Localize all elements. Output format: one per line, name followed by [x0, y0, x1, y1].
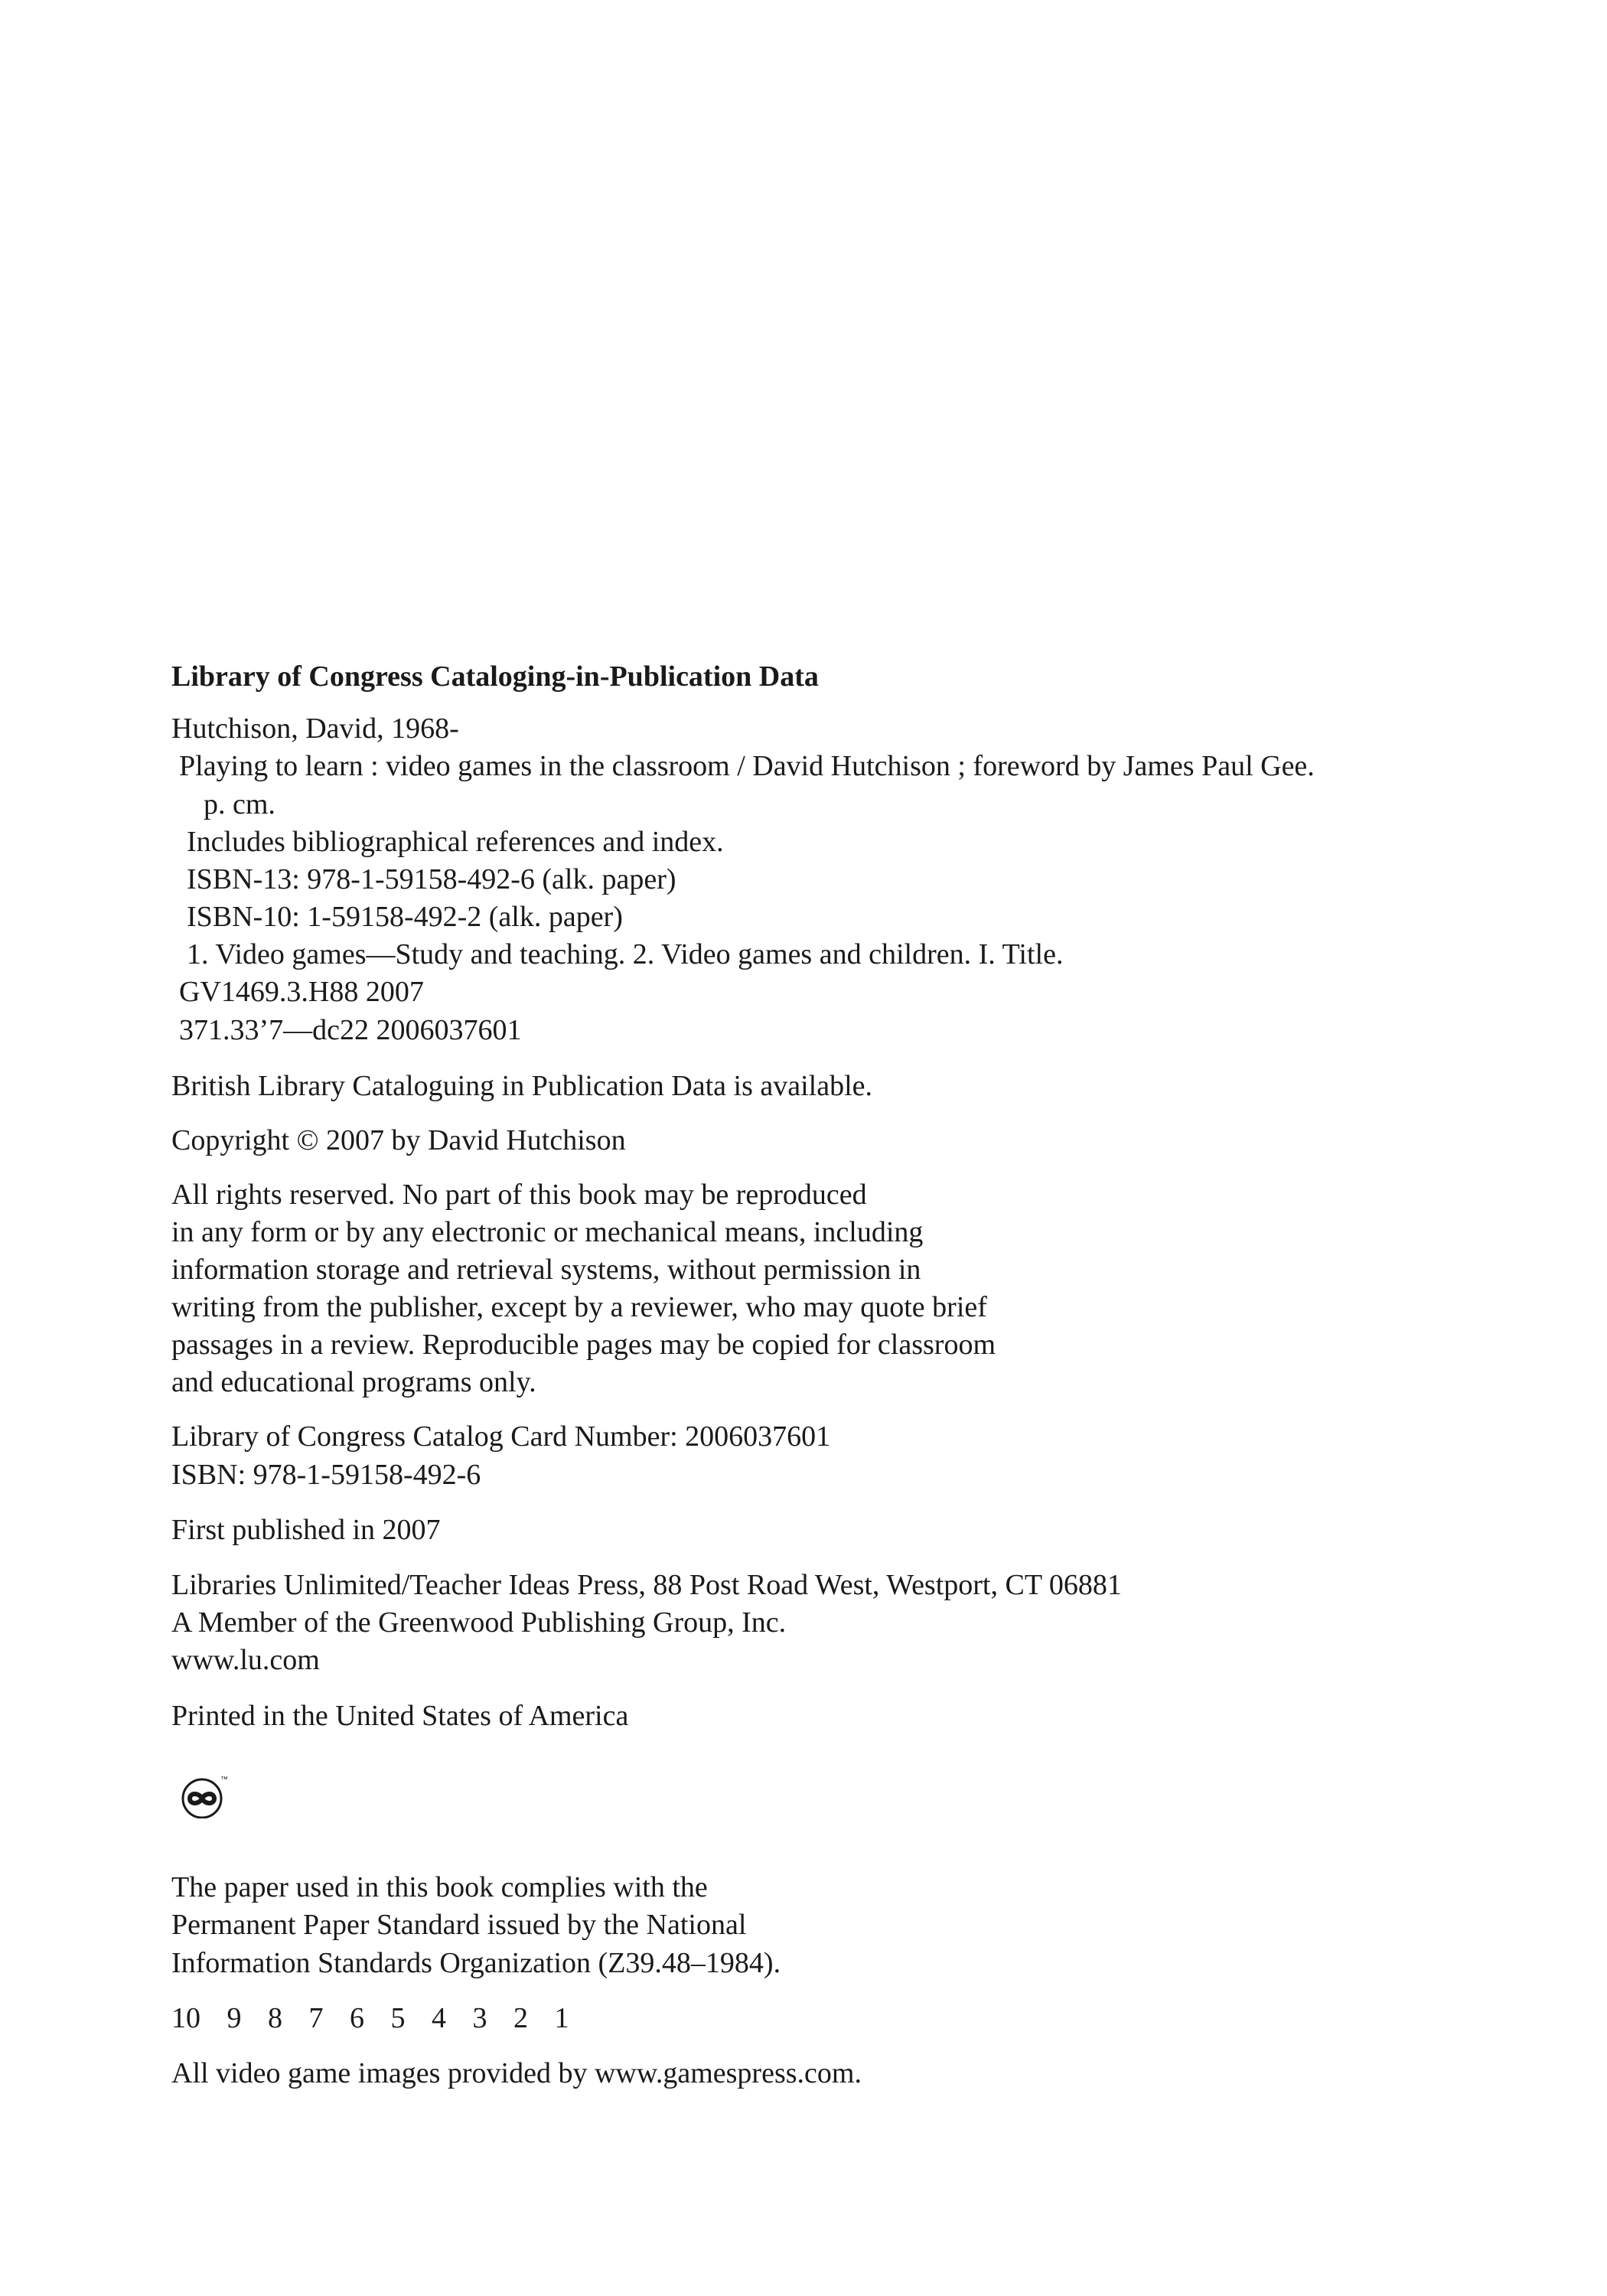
cip-heading: Library of Congress Cataloging-in-Publication Data [171, 660, 819, 693]
printing-number: 4 [432, 2002, 446, 2034]
first-published: First published in 2007 [171, 1514, 441, 1546]
rights-line: in any form or by any electronic or mechanical means, including [171, 1216, 924, 1248]
cip-author: Hutchison, David, 1968- [171, 713, 459, 745]
images-credit: All video game images provided by www.gamespress.com. [171, 2057, 862, 2089]
printing-number: 8 [268, 2002, 282, 2034]
rights-line: information storage and retrieval systems, without permission in [171, 1254, 921, 1286]
cip-subjects: 1. Video games—Study and teaching. 2. Video games and children. I. Title. [187, 938, 1064, 970]
printing-number: 5 [390, 2002, 406, 2034]
publisher-website: www.lu.com [171, 1644, 320, 1676]
printed-in: Printed in the United States of America [171, 1700, 629, 1732]
cip-title: Playing to learn : video games in the classroom / David Hutchison ; foreword by James Paul Gee. [179, 750, 1315, 782]
cip-notes: Includes bibliographical references and index. [187, 826, 724, 858]
cip-dewey: 371.33’7—dc22 2006037601 [179, 1014, 522, 1046]
rights-line: and educational programs only. [171, 1366, 536, 1398]
rights-line: passages in a review. Reproducible pages may be copied for classroom [171, 1329, 996, 1361]
printing-number: 3 [472, 2002, 487, 2034]
paper-line: Permanent Paper Standard issued by the National [171, 1909, 747, 1941]
paper-line: The paper used in this book complies with the [171, 1871, 708, 1903]
trademark-mark: ™ [220, 1776, 228, 1784]
cip-isbn10: ISBN-10: 1-59158-492-2 (alk. paper) [187, 901, 623, 933]
cip-lc-class: GV1469.3.H88 2007 [179, 976, 424, 1008]
copyright-line: Copyright © 2007 by David Hutchison [171, 1124, 626, 1156]
publisher-address: Libraries Unlimited/Teacher Ideas Press, 88 Post Road West, Westport, CT 06881 [171, 1569, 1122, 1601]
infinity-paper-icon [181, 1774, 231, 1818]
cip-isbn13: ISBN-13: 978-1-59158-492-6 (alk. paper) [187, 863, 676, 895]
printing-number: 6 [350, 2002, 364, 2034]
printing-number: 1 [554, 2002, 569, 2034]
rights-line: writing from the publisher, except by a reviewer, who may quote brief [171, 1291, 987, 1323]
printing-number: 2 [513, 2002, 528, 2034]
printing-number: 10 [171, 2002, 200, 2034]
rights-line: All rights reserved. No part of this book may be reproduced [171, 1179, 867, 1211]
printing-number-line [171, 2000, 588, 2037]
printing-number: 9 [227, 2002, 242, 2034]
publisher-group: A Member of the Greenwood Publishing Group, Inc. [171, 1606, 787, 1639]
isbn-line: ISBN: 978-1-59158-492-6 [171, 1459, 481, 1491]
cip-pages: p. cm. [204, 788, 275, 820]
british-library-note: British Library Cataloguing in Publication Data is available. [171, 1070, 873, 1102]
printing-number: 7 [308, 2002, 324, 2034]
paper-line: Information Standards Organization (Z39.48–1984). [171, 1947, 781, 1979]
catalog-card-number: Library of Congress Catalog Card Number: 2006037601 [171, 1420, 831, 1453]
